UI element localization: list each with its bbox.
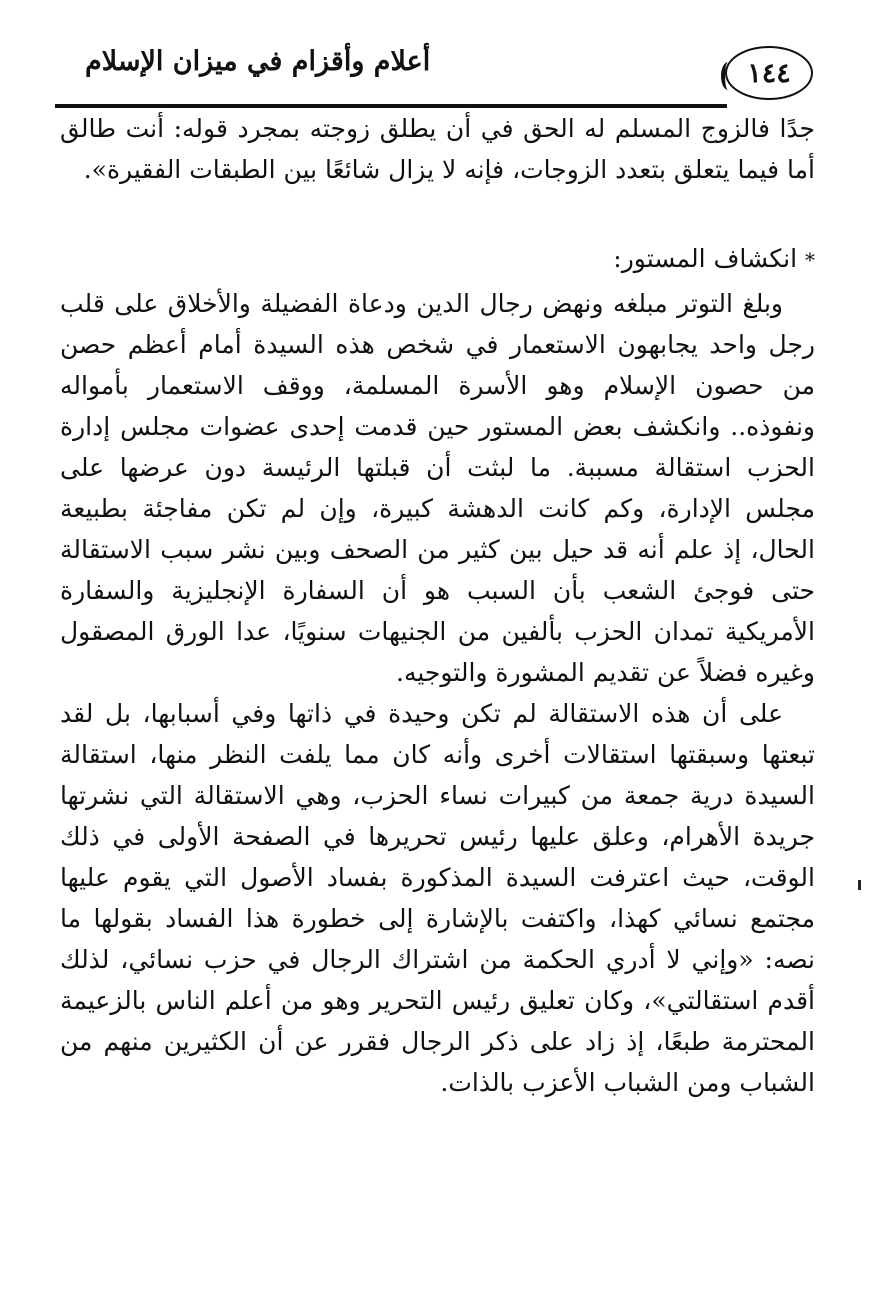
- paragraph: وبلغ التوتر مبلغه ونهض رجال الدين ودعاة الفضيلة والأخلاق على قلب رجل واحد يجابهون الاستعمار في شخص هذه السيدة أمام أعظم حصن من حصون الإسلام وهو الأسرة المسلمة، ووقف الاستعمار بأمواله ونفوذه.. وانكشف بعض المستور حين قدمت إحدى عضوات مجلس إدارة الحزب استقالة مسببة. ما لبثت أن قبلتها الرئيسة دون عرضها على مجلس الإدارة، وكم كانت الدهشة كبيرة، وإن لم تكن مفاجئة بطبيعة الحال، إذ علم أنه قد حيل بين كثير من الصحف وبين نشر سبب الاستقالة حتى فوجئ الشعب بأن السبب هو أن السفارة الإنجليزية والسفارة الأمريكية تمدان الحزب بألفين من الجنيهات سنويًا، عدا الورق المصقول وغيره فضلاً عن تقديم المشورة والتوجيه.: [60, 289, 815, 687]
- section-heading: [60, 238, 815, 281]
- running-title: أعلام وأقزام في ميزان الإسلام: [85, 46, 431, 77]
- section-block: [60, 238, 815, 1103]
- page-number: ١٤٤: [725, 46, 813, 100]
- page-header: [55, 46, 813, 104]
- paragraph: على أن هذه الاستقالة لم تكن وحيدة في ذاتها وفي أسبابها، بل لقد تبعتها وسبقتها استقالات أخرى وأنه كان مما يلفت النظر منها، استقالة السيدة درية جمعة من كبيرات نساء الحزب، وهي الاستقالة التي نشرتها جريدة الأهرام، وعلق عليها رئيس تحريرها في الصفحة الأولى في ذلك الوقت، حيث اعترفت السيدة المذكورة بفساد الأصول التي يقوم عليها مجتمع نسائي كهذا، واكتفت بالإشارة إلى خطورة هذا الفساد بقولها ما نصه: «وإني لا أدري الحكمة من اشتراك الرجال في حزب نسائي، لذلك أقدم استقالتي»، وكان تعليق رئيس التحرير وهو من أعلم الناس بالزعيمة المحترمة طبعًا، إذ زاد على ذكر الرجال فقرر عن أن الكثيرين منهم من الشباب ومن الشباب الأعزب بالذات.: [60, 699, 815, 1097]
- asterisk-icon: *: [805, 248, 815, 272]
- margin-mark: [858, 880, 861, 890]
- continuation-paragraph: [60, 108, 815, 190]
- section-heading-text: انكشاف المستور:: [613, 244, 798, 273]
- paragraph: جدًا فالزوج المسلم له الحق في أن يطلق زوجته بمجرد قوله: أنت طالق أما فيما يتعلق بتعدد الزوجات، فإنه لا يزال شائعًا بين الطبقات الفقيرة».: [60, 114, 815, 184]
